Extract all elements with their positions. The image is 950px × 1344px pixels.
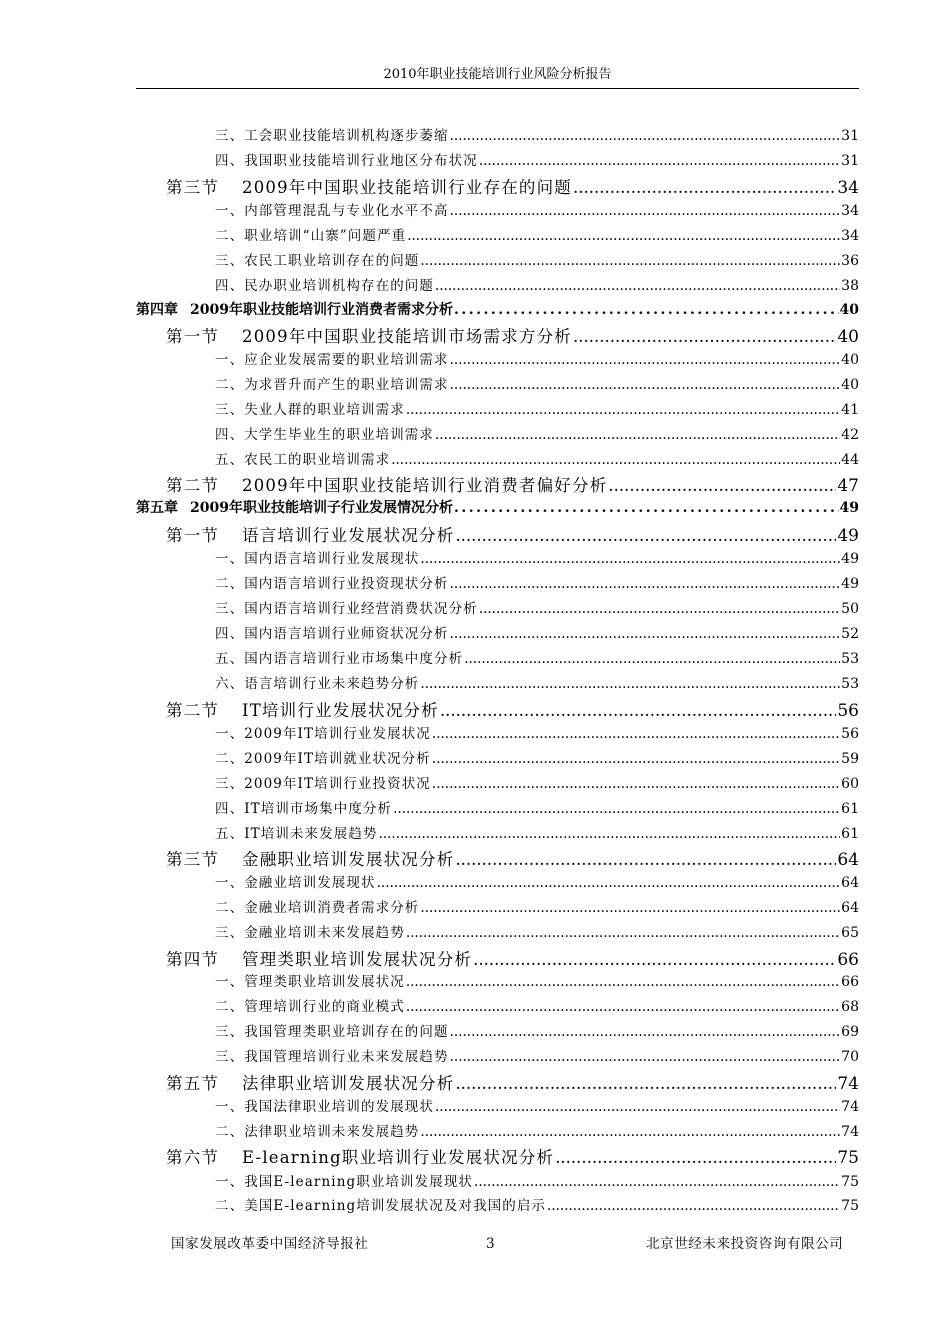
section-number: 第四节 — [166, 950, 220, 969]
toc-entry-title: 一、我国法律职业培训的发展现状 — [215, 1099, 434, 1115]
toc-entry[interactable] — [215, 1194, 859, 1214]
dot-leader — [440, 701, 836, 720]
toc-page-number: 60 — [841, 776, 859, 792]
section-number: 第一节 — [166, 327, 220, 346]
toc-entry-title: 三、我国管理培训行业未来发展趋势 — [215, 1049, 449, 1065]
toc-page-number: 53 — [841, 676, 859, 692]
toc-entry-title: 五、国内语言培训行业市场集中度分析 — [215, 651, 464, 667]
footer-left: 国家发展改革委中国经济导报社 — [171, 1236, 369, 1252]
toc-entry[interactable] — [215, 1170, 859, 1190]
toc-entry[interactable] — [215, 199, 859, 219]
toc-entry[interactable] — [166, 1070, 859, 1094]
toc-entry-title: 二、法律职业培训未来发展趋势 — [215, 1124, 420, 1140]
toc-entry-title: 四、我国职业技能培训行业地区分布状况 — [215, 153, 478, 169]
toc-page-number: 47 — [837, 476, 859, 496]
dot-leader — [420, 1124, 840, 1140]
toc-entry-title: 三、金融业培训未来发展趋势 — [215, 925, 405, 941]
toc-page-number: 65 — [841, 925, 859, 941]
toc-entry-title: 二、金融业培训消费者需求分析 — [215, 900, 420, 916]
dot-leader — [407, 228, 840, 244]
dot-leader — [432, 751, 840, 767]
toc-entry[interactable] — [215, 622, 859, 642]
toc-page-number: 40 — [837, 327, 859, 347]
toc-entry[interactable] — [215, 373, 859, 393]
toc-entry[interactable] — [166, 174, 859, 198]
section-number: 第五节 — [166, 1074, 220, 1093]
dot-leader — [432, 726, 840, 742]
dot-leader — [406, 974, 840, 990]
toc-entry[interactable] — [215, 572, 859, 592]
section-number: 第六节 — [166, 1148, 220, 1167]
dot-leader — [450, 1024, 841, 1040]
toc-entry-title: 二、为求晋升而产生的职业培训需求 — [215, 377, 449, 393]
toc-entry[interactable] — [215, 224, 859, 244]
dot-leader — [455, 850, 836, 869]
toc-entry-title: 语言培训行业发展状况分析 — [242, 526, 455, 545]
toc-entry-title: 四、大学生毕业生的职业培训需求 — [215, 427, 434, 443]
toc-entry[interactable] — [166, 946, 859, 970]
toc-entry[interactable] — [215, 722, 859, 742]
toc-page-number: 31 — [841, 153, 859, 169]
toc-entry-title: 一、内部管理混乱与专业化水平不高 — [215, 203, 449, 219]
toc-entry[interactable] — [215, 547, 859, 567]
toc-page-number: 59 — [841, 751, 859, 767]
toc-page-number: 56 — [837, 701, 859, 721]
dot-leader — [573, 327, 836, 346]
toc-page-number: 49 — [837, 526, 859, 546]
toc-entry[interactable] — [215, 747, 859, 767]
dot-leader — [464, 651, 840, 667]
dot-leader — [573, 178, 836, 197]
toc-entry[interactable] — [136, 497, 859, 517]
toc-entry-title: 五、农民工的职业培训需求 — [215, 452, 391, 468]
toc-entry[interactable] — [215, 249, 859, 269]
toc-page-number: 64 — [841, 900, 859, 916]
toc-page-number: 69 — [841, 1024, 859, 1040]
toc-entry-title: 一、国内语言培训行业发展现状 — [215, 551, 420, 567]
toc-page-number: 53 — [841, 651, 859, 667]
dot-leader — [435, 1099, 840, 1115]
toc-entry-title: 2009年中国职业技能培训市场需求方分析 — [242, 327, 572, 346]
toc-entry[interactable] — [136, 299, 859, 319]
toc-entry-title: 三、失业人群的职业培训需求 — [215, 402, 405, 418]
toc-entry-title: 2009年职业技能培训行业消费者需求分析 — [190, 302, 453, 318]
footer-right: 北京世经未来投资咨询有限公司 — [646, 1236, 844, 1252]
toc-entry-title: 三、工会职业技能培训机构逐步萎缩 — [215, 128, 449, 144]
toc-entry[interactable] — [215, 597, 859, 617]
footer-page-number: 3 — [486, 1236, 496, 1252]
toc-entry-title: 四、民办职业培训机构存在的问题 — [215, 278, 434, 294]
dot-leader — [454, 302, 839, 318]
toc-page-number: 52 — [841, 626, 859, 642]
dot-leader — [473, 950, 836, 969]
toc-page-number: 49 — [841, 551, 859, 567]
dot-leader — [474, 1174, 840, 1190]
toc-page-number: 50 — [841, 601, 859, 617]
toc-entry[interactable] — [166, 323, 859, 347]
toc-entry-title: 二、美国E-learning培训发展状况及对我国的启示 — [215, 1198, 547, 1214]
dot-leader — [379, 826, 841, 842]
toc-page-number: 38 — [841, 278, 859, 294]
dot-leader — [450, 128, 841, 144]
dot-leader — [435, 278, 840, 294]
toc-page-number: 74 — [841, 1099, 859, 1115]
toc-entry[interactable] — [215, 1095, 859, 1115]
dot-leader — [555, 1148, 836, 1167]
toc-entry[interactable] — [215, 672, 859, 692]
dot-leader — [406, 402, 840, 418]
toc-entry[interactable] — [215, 348, 859, 368]
dot-leader — [406, 999, 840, 1015]
section-number: 第三节 — [166, 178, 220, 197]
toc-page-number: 66 — [837, 950, 859, 970]
toc-page-number: 49 — [841, 576, 859, 592]
toc-entry[interactable] — [215, 149, 859, 169]
dot-leader — [393, 801, 840, 817]
dot-leader — [450, 1049, 841, 1065]
toc-page-number: 44 — [841, 452, 859, 468]
toc-entry[interactable] — [166, 846, 859, 870]
toc-entry-title: 一、管理类职业培训发展状况 — [215, 974, 405, 990]
dot-leader — [450, 377, 841, 393]
toc-entry-title: E-learning职业培训行业发展状况分析 — [242, 1148, 555, 1167]
toc-entry[interactable] — [215, 896, 859, 916]
dot-leader — [391, 452, 840, 468]
dot-leader — [420, 676, 840, 692]
header-title: 2010年职业技能培训行业风险分析报告 — [383, 67, 612, 82]
dot-leader — [450, 576, 841, 592]
dot-leader — [455, 1074, 836, 1093]
dot-leader — [450, 203, 841, 219]
dot-leader — [455, 526, 836, 545]
dot-leader — [450, 626, 841, 642]
toc-entry-title: 管理类职业培训发展状况分析 — [242, 950, 473, 969]
toc-page-number: 75 — [837, 1148, 859, 1168]
toc-entry-title: 三、农民工职业培训存在的问题 — [215, 253, 420, 269]
toc-page-number: 64 — [841, 875, 859, 891]
dot-leader — [608, 476, 836, 495]
toc-page-number: 42 — [841, 427, 859, 443]
toc-page-number: 40 — [839, 302, 859, 318]
toc-page-number: 34 — [841, 228, 859, 244]
toc-entry[interactable] — [215, 772, 859, 792]
toc-entry[interactable] — [215, 995, 859, 1015]
dot-leader — [479, 153, 840, 169]
toc-page-number: 61 — [841, 826, 859, 842]
dot-leader — [420, 253, 840, 269]
toc-page-number: 61 — [841, 801, 859, 817]
section-number: 第二节 — [166, 701, 220, 720]
toc-page-number: 64 — [837, 850, 859, 870]
toc-page-number: 74 — [837, 1074, 859, 1094]
dot-leader — [547, 1198, 840, 1214]
dot-leader — [406, 925, 840, 941]
dot-leader — [420, 551, 840, 567]
toc-entry-title: 三、我国管理类职业培训存在的问题 — [215, 1024, 449, 1040]
toc-entry[interactable] — [215, 1120, 859, 1140]
toc-entry-title: 四、国内语言培训行业师资状况分析 — [215, 626, 449, 642]
toc-page-number: 75 — [841, 1174, 859, 1190]
toc-entry[interactable] — [215, 448, 859, 468]
toc-entry-title: 五、IT培训未来发展趋势 — [215, 826, 378, 842]
toc-page-number: 74 — [841, 1124, 859, 1140]
toc-entry[interactable] — [215, 970, 859, 990]
toc-entry-title: 二、2009年IT培训就业状况分析 — [215, 751, 431, 767]
toc-page-number: 75 — [841, 1198, 859, 1214]
toc-page-number: 70 — [841, 1049, 859, 1065]
dot-leader — [377, 875, 841, 891]
toc-entry-title: 二、管理培训行业的商业模式 — [215, 999, 405, 1015]
toc-entry-title: 一、2009年IT培训行业发展状况 — [215, 726, 431, 742]
toc-entry-title: 2009年职业技能培训子行业发展情况分析 — [190, 500, 453, 516]
toc-page-number: 41 — [841, 402, 859, 418]
toc-entry[interactable] — [215, 423, 859, 443]
toc-entry[interactable] — [215, 124, 859, 144]
toc-entry[interactable] — [166, 697, 859, 721]
toc-page-number: 34 — [841, 203, 859, 219]
toc-page-number: 40 — [841, 352, 859, 368]
toc-entry-title: 法律职业培训发展状况分析 — [242, 1074, 455, 1093]
toc-entry[interactable] — [166, 472, 859, 496]
section-number: 第三节 — [166, 850, 220, 869]
toc-page-number: 49 — [839, 500, 859, 516]
dot-leader — [454, 500, 839, 516]
toc-entry-title: 2009年中国职业技能培训行业存在的问题 — [242, 178, 572, 197]
dot-leader — [450, 352, 841, 368]
toc-entry-title: 三、2009年IT培训行业投资状况 — [215, 776, 431, 792]
toc-entry-title: 二、国内语言培训行业投资现状分析 — [215, 576, 449, 592]
dot-leader — [432, 776, 840, 792]
dot-leader — [479, 601, 840, 617]
toc-entry[interactable] — [215, 398, 859, 418]
toc-page-number: 36 — [841, 253, 859, 269]
toc-page-number: 68 — [841, 999, 859, 1015]
toc-entry-title: 一、我国E-learning职业培训发展现状 — [215, 1174, 474, 1190]
chapter-number: 第五章 — [136, 500, 178, 516]
toc-entry[interactable] — [215, 871, 859, 891]
toc-entry-title: 三、国内语言培训行业经营消费状况分析 — [215, 601, 478, 617]
toc-entry[interactable] — [215, 1020, 859, 1040]
toc-page-number: 40 — [841, 377, 859, 393]
toc-page-number: 31 — [841, 128, 859, 144]
toc-entry[interactable] — [215, 1045, 859, 1065]
toc-entry[interactable] — [215, 647, 859, 667]
dot-leader — [435, 427, 840, 443]
toc-entry[interactable] — [166, 522, 859, 546]
toc-entry[interactable] — [215, 274, 859, 294]
toc-entry[interactable] — [215, 822, 859, 842]
toc-entry-title: IT培训行业发展状况分析 — [242, 701, 439, 720]
toc-page-number: 34 — [837, 178, 859, 198]
toc-entry-title: 四、IT培训市场集中度分析 — [215, 801, 393, 817]
section-number: 第二节 — [166, 476, 220, 495]
toc-entry[interactable] — [166, 1144, 859, 1168]
toc-entry[interactable] — [215, 797, 859, 817]
dot-leader — [420, 900, 840, 916]
toc-entry-title: 一、金融业培训发展现状 — [215, 875, 376, 891]
toc-entry[interactable] — [215, 921, 859, 941]
toc-entry-title: 金融职业培训发展状况分析 — [242, 850, 455, 869]
toc-entry-title: 一、应企业发展需要的职业培训需求 — [215, 352, 449, 368]
toc-entry-title: 2009年中国职业技能培训行业消费者偏好分析 — [242, 476, 608, 495]
chapter-number: 第四章 — [136, 302, 178, 318]
toc-entry-title: 六、语言培训行业未来趋势分析 — [215, 676, 420, 692]
toc-entry-title: 二、职业培训“山寨”问题严重 — [215, 228, 407, 244]
toc-page-number: 56 — [841, 726, 859, 742]
toc-page-number: 66 — [841, 974, 859, 990]
section-number: 第一节 — [166, 526, 220, 545]
